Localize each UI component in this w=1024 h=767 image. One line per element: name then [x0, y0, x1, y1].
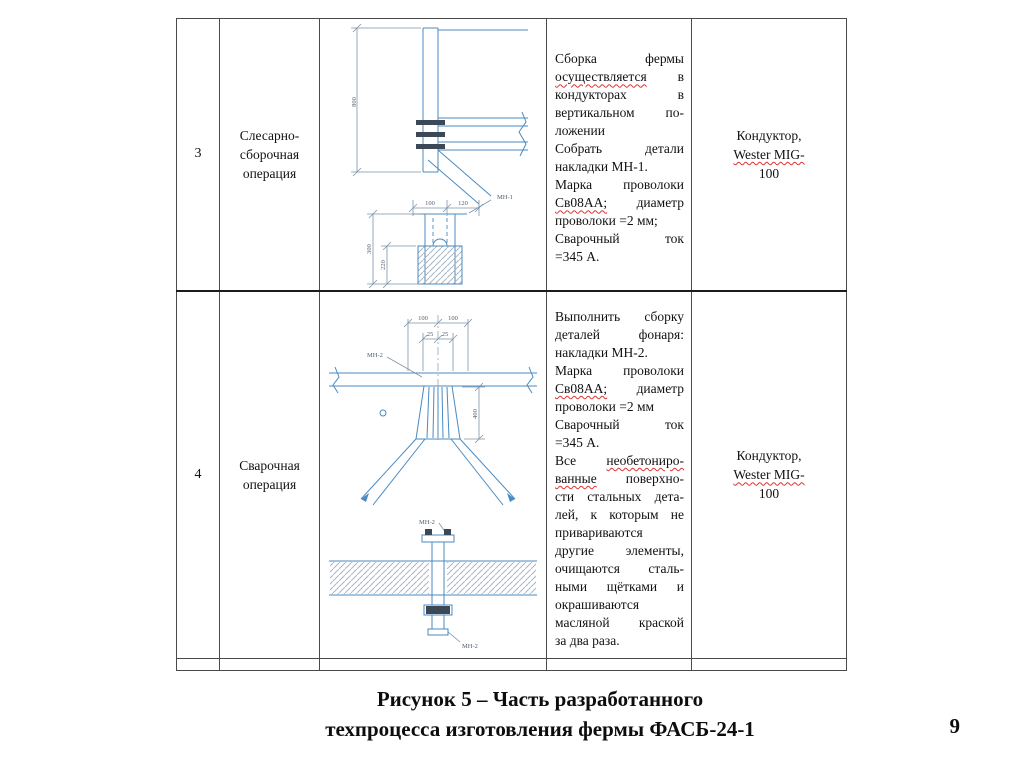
figure-caption-line2: техпроцесса изготовления фермы ФАСБ-24-1: [325, 717, 755, 741]
empty-cell: [320, 659, 547, 671]
technical-drawing-mn1: [321, 20, 546, 288]
drawing-dim-label: 400: [471, 408, 479, 419]
operation-name: Сварочная операция: [239, 457, 300, 492]
drawing-part-label: МН-2: [461, 642, 478, 650]
operation-name-cell: [220, 19, 320, 291]
process-table: [176, 18, 847, 671]
hatched-plate: [418, 246, 462, 284]
drawing-dim-label: 25: [426, 330, 433, 338]
empty-cell: [547, 659, 692, 671]
table-row-empty: [177, 659, 847, 671]
operation-name: Слесарно-сборочная операция: [239, 127, 300, 181]
figure-caption: [56, 684, 1024, 744]
drawing-cell: [320, 291, 547, 659]
drawing-dim-label: 100: [424, 200, 435, 208]
operation-name-cell: [220, 291, 320, 659]
equipment-text: Кондуктор, Wester MIG- 100: [733, 127, 805, 181]
equipment-text: Кондуктор, Wester MIG- 100: [733, 448, 805, 502]
empty-cell: [177, 659, 220, 671]
operation-description: Сборка фермы осуществляется в кондукторах в вертикальном по- ложении Собрать детали накладки МН-1. Марка проволоки Св08АА; диаметр проволоки =2 мм; Сварочный ток =345 А.: [555, 51, 684, 265]
page-number: 9: [949, 714, 960, 738]
description-cell: [547, 291, 692, 659]
drawing-dim-label: 300: [365, 244, 373, 255]
drawing-part-label: МН-2: [366, 351, 383, 359]
description-cell: [547, 19, 692, 291]
technical-drawing-mn2: [321, 293, 546, 657]
empty-cell: [220, 659, 320, 671]
drawing-dim-label: 100: [417, 314, 428, 322]
empty-cell: [692, 659, 847, 671]
operation-description: Выполнить сборку деталей фонаря: накладки МН-2. Марка проволоки Св08АА; диаметр проволоки =2 мм Сварочный ток =345 А. Все необетониро- ванные поверхно- сти стальных дета- лей, к которым не привариваются другие элементы, очищаются сталь- ными щётками и окрашиваются масляной краской за два раза.: [555, 308, 684, 648]
drawing-dim-label: 100: [447, 314, 458, 322]
table-row-operation-4: [177, 291, 847, 659]
row-number: 3: [194, 146, 202, 162]
table-row-operation-3: [177, 19, 847, 291]
row-number-cell: [177, 291, 220, 659]
equipment-cell: [692, 19, 847, 291]
drawing-cell: [320, 19, 547, 291]
row-number-cell: [177, 19, 220, 291]
drawing-dim-label: 220: [379, 260, 387, 271]
drawing-part-label: МН-1: [496, 194, 513, 202]
figure-caption-line1: Рисунок 5 – Часть разработанного: [376, 687, 704, 711]
row-number: 4: [194, 466, 202, 482]
drawing-dim-label: 800: [350, 97, 358, 108]
section-arrows: [361, 493, 515, 502]
equipment-cell: [692, 291, 847, 659]
drawing-dim-label: 120: [457, 200, 468, 208]
bolt-marks: [416, 120, 445, 149]
drawing-part-label: МН-2: [418, 518, 435, 526]
drawing-dim-label: 25: [441, 330, 448, 338]
